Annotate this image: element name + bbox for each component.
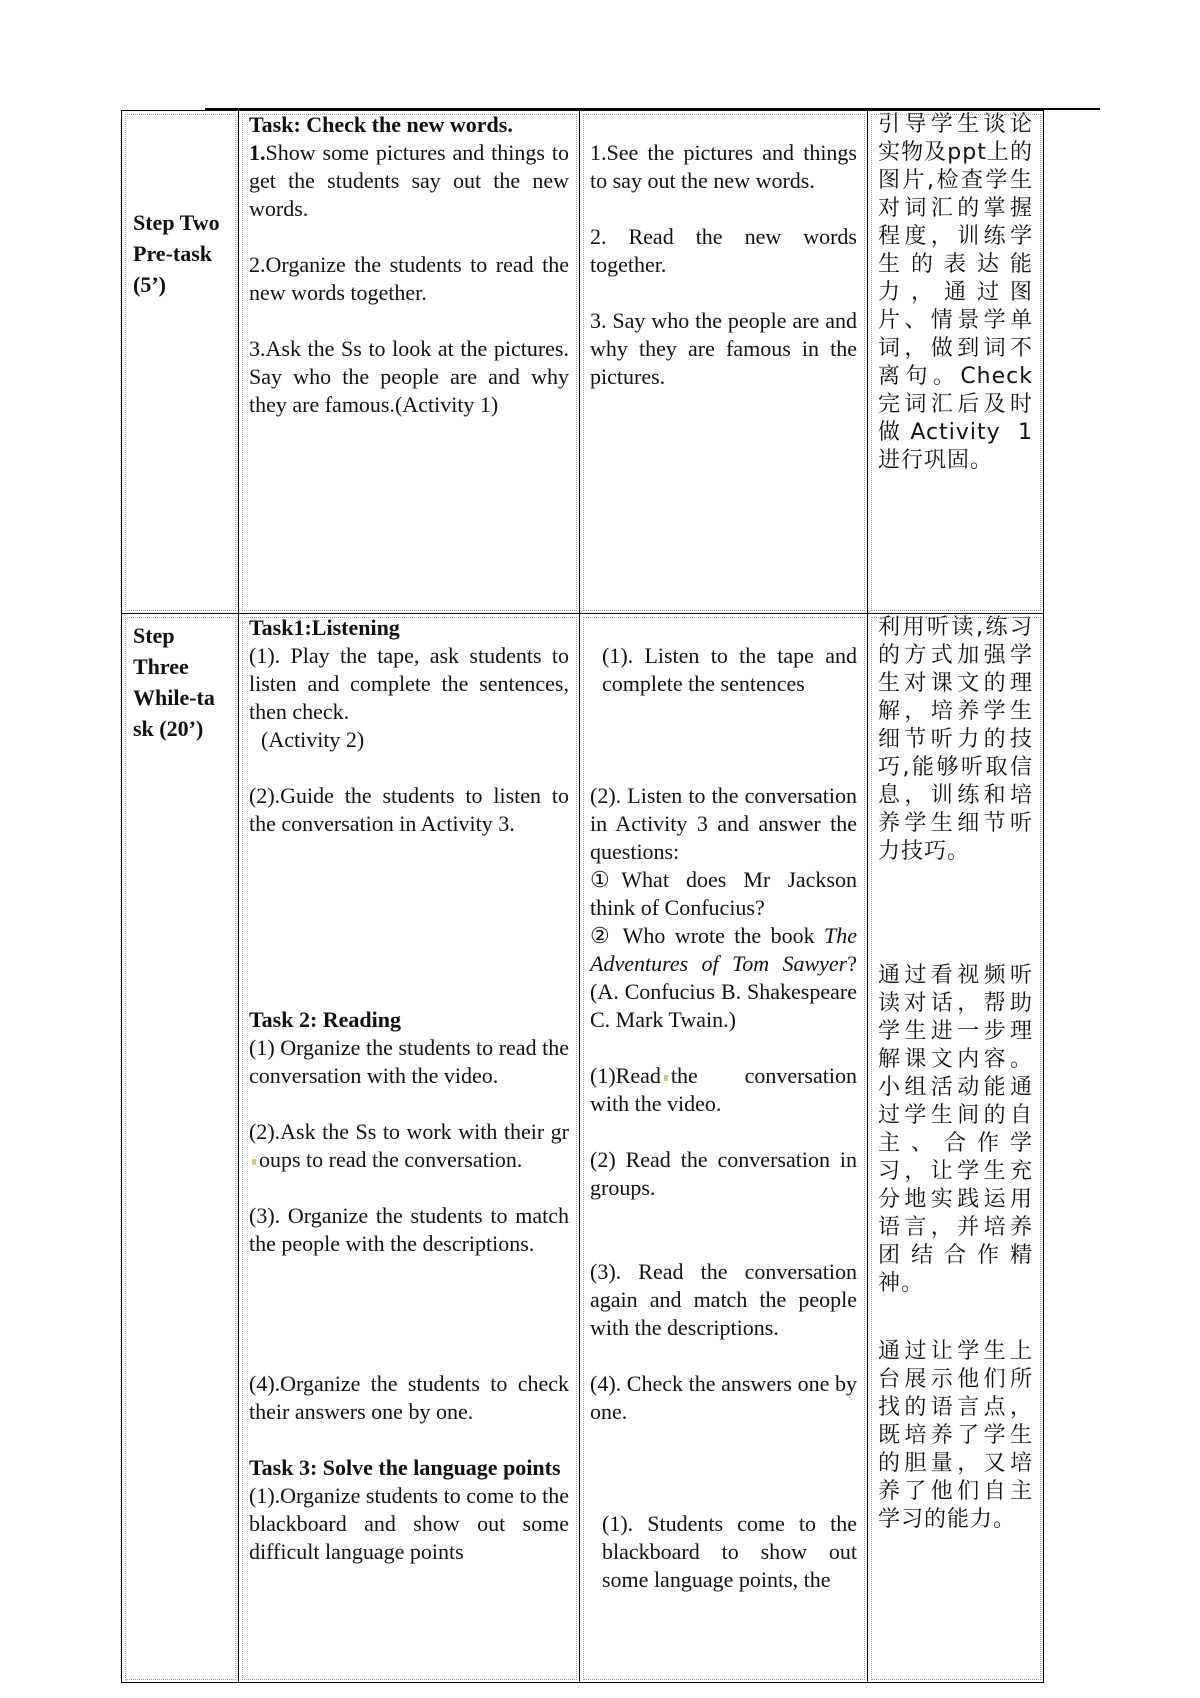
table-row	[122, 614, 1044, 1683]
student-text: (3). Read the conversation again and match the people with the descriptions.	[590, 1259, 857, 1340]
teacher-text: oups to read the conversation.	[259, 1147, 523, 1172]
teacher-text: (4).Organize the students to check their answers one by one.	[249, 1371, 569, 1424]
table-row	[122, 111, 1044, 614]
teacher-text: (3). Organize the students to match the people with the descriptions.	[249, 1203, 569, 1256]
task-title: Task1:Listening	[249, 615, 400, 640]
student-text: 1.See the pictures and things to say out the new words.	[590, 140, 857, 193]
step-name: Step Two	[133, 210, 220, 235]
teacher-text: 2.Organize the students to read the new words together.	[249, 252, 569, 305]
item-number: 1.	[249, 140, 266, 165]
question-text: ①What does Mr Jackson think of Confucius?	[590, 867, 857, 920]
step-phase: Pre-task	[133, 241, 213, 266]
student-text: (1). Students come to the blackboard to show out some language points, the	[602, 1511, 857, 1592]
task-title: Task: Check the new words.	[249, 112, 513, 137]
student-activity-cell	[580, 614, 868, 1683]
purpose-text: 通过让学生上台展示他们所找的语言点，既培养了学生的胆量，又培养了他们自主学习的能力。	[878, 1339, 1033, 1532]
step-name: Step	[133, 623, 175, 648]
student-text: 2. Read the new words together.	[590, 224, 857, 277]
student-text: 3. Say who the people are and why they are famous in the pictures.	[590, 308, 857, 389]
question-text: ② Who wrote the book	[590, 923, 824, 948]
step-name: Three	[133, 654, 189, 679]
teacher-text: (1) Organize the students to read the conversation with the video.	[249, 1035, 569, 1088]
lesson-plan-table	[121, 110, 1044, 1683]
purpose-text: 通过看视频听读对话，帮助学生进一步理解课文内容。小组活动能通过学生间的自主、合作学习，让学生充分地实践运用语言，并培养团结合作精神。	[878, 963, 1033, 1296]
purpose-text: 利用听读,练习的方式加强学生对课文的理解，培养学生细节听力的技巧,能够听取信息，训练和培养学生细节听力技巧。	[878, 615, 1033, 864]
teacher-text: (Activity 2)	[261, 727, 365, 752]
step-phase: While-ta	[133, 685, 215, 710]
step-time: (5’)	[133, 272, 166, 297]
teacher-text: 3.Ask the Ss to look at the pictures. Say who the people are and why they are famous.(Activity 1)	[249, 336, 569, 417]
teacher-text: Show some pictures and things to get the students say out the new words.	[249, 140, 569, 221]
task-title: Task 3: Solve the language points	[249, 1455, 561, 1480]
teacher-text: (2).Guide the students to listen to the conversation in Activity 3.	[249, 783, 569, 836]
scan-mark	[664, 1075, 668, 1081]
purpose-text: 引导学生谈论实物及ppt上的图片,检查学生对词汇的掌握程度，训练学生的表达能力，通过图片、情景学单词，做到词不离句。Check完词汇后及时做Activity 1进行巩固。	[878, 112, 1033, 473]
teacher-text: (1). Play the tape, ask students to listen and complete the sentences, then check.	[249, 643, 569, 724]
student-activity-cell	[580, 111, 868, 614]
purpose-cell	[868, 614, 1044, 1683]
teacher-text: (2).Ask the Ss to work with their gr	[249, 1119, 569, 1144]
student-text: (4). Check the answers one by one.	[590, 1371, 857, 1424]
book-title: The Adventures of Tom Sawyer	[590, 923, 857, 976]
student-text: (2) Read the conversation in groups.	[590, 1147, 857, 1200]
teacher-activity-cell	[239, 111, 580, 614]
step-cell	[122, 614, 239, 1683]
teacher-text: (1).Organize students to come to the blackboard and show out some difficult language points	[249, 1483, 569, 1564]
teacher-activity-cell	[239, 614, 580, 1683]
purpose-cell	[868, 111, 1044, 614]
student-text: (1)Read	[590, 1063, 661, 1088]
student-text: (1). Listen to the tape and complete the sentences	[602, 643, 857, 696]
step-time: sk (20’)	[133, 716, 204, 741]
scan-mark	[252, 1159, 256, 1165]
student-text: the conversation with the video.	[590, 1063, 857, 1116]
student-text: (2). Listen to the conversation in Activity 3 and answer the questions:	[590, 783, 857, 864]
question-text: ? (A. Confucius B. Shakespeare C. Mark Twain.)	[590, 951, 857, 1032]
task-title: Task 2: Reading	[249, 1007, 402, 1032]
step-cell	[122, 111, 239, 614]
